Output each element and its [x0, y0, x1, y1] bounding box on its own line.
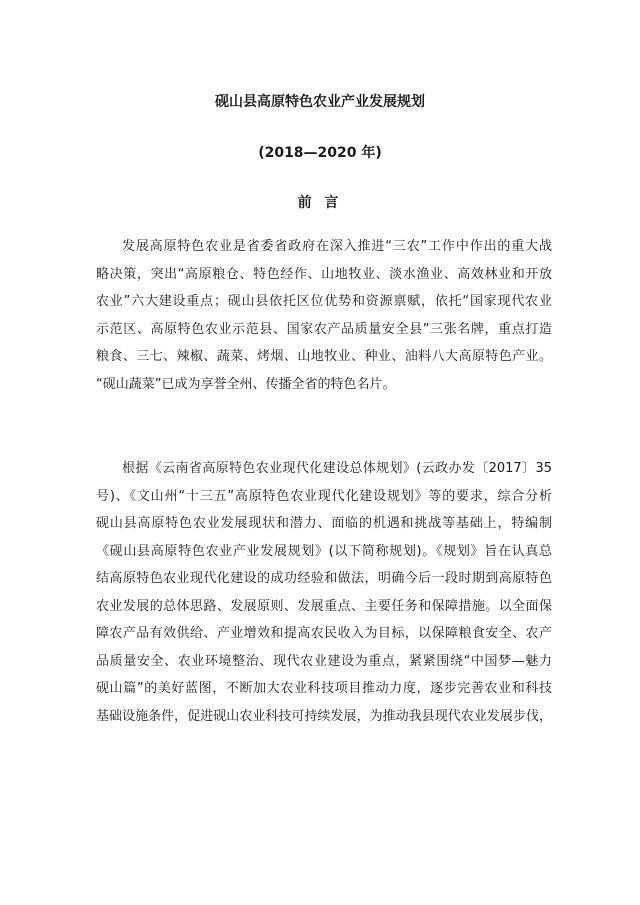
paragraph-line: 号)、《文山州“十三五”高原特色农业现代化建设规划》等的要求，综合分析 [96, 488, 552, 504]
paragraph-line: 根据《云南省高原特色农业现代化建设总体规划》(云政办发〔2017〕35 [122, 461, 552, 476]
paragraph-line: 砚山篇”的美好蓝图，不断加大农业科技项目推动力度，逐步完善农业和科技 [96, 681, 552, 696]
document-title: 砚山县高原特色农业产业发展规划 [215, 94, 425, 110]
paragraph-line: 略决策，突出“高原粮仓、特色经作、山地牧业、淡水渔业、高效林业和开放 [96, 266, 552, 282]
paragraph-line: “砚山蔬菜”已成为享誉全州、传播全省的特色名片。 [96, 376, 396, 392]
section-heading-preface: 前 言 [297, 195, 343, 211]
paragraph-line: 砚山县高原特色农业发展现状和潜力、面临的机遇和挑战等基础上，特编制 [96, 516, 552, 531]
paragraph-line: 障农产品有效供给、产业增效和提高农民收入为目标，以保障粮食安全、农产 [96, 626, 552, 641]
paragraph-line: 结高原特色农业现代化建设的成功经验和做法，明确今后一段时期到高原特色 [96, 571, 552, 586]
paragraph-line: 农业发展的总体思路、发展原则、发展重点、主要任务和保障措施。以全面保 [96, 598, 552, 614]
paragraph-line: 农业”六大建设重点；砚山县依托区位优势和资源禀赋，依托“国家现代农业 [96, 294, 552, 309]
paragraph-line: 品质量安全、农业环境整治、现代农业建设为重点，紧紧围绕“中国梦—魅力 [96, 653, 552, 669]
paragraph-line: 基础设施条件，促进砚山农业科技可持续发展，为推动我县现代农业发展步伐， [96, 708, 552, 724]
paragraph-1 [96, 233, 552, 398]
document-period: (2018—2020 年) [258, 145, 382, 161]
paragraph-2 [96, 455, 552, 730]
paragraph-line: 发展高原特色农业是省委省政府在深入推进“三农”工作中作出的重大战 [122, 239, 552, 254]
paragraph-line: 粮食、三七、辣椒、蔬菜、烤烟、山地牧业、种业、油料八大高原特色产业。 [96, 349, 552, 364]
paragraph-line: 示范区、高原特色农业示范县、国家农产品质量安全县”三张名牌，重点打造 [96, 321, 552, 337]
paragraph-line: 《砚山县高原特色农业产业发展规划》(以下简称规划)。《规划》旨在认真总 [96, 543, 552, 559]
